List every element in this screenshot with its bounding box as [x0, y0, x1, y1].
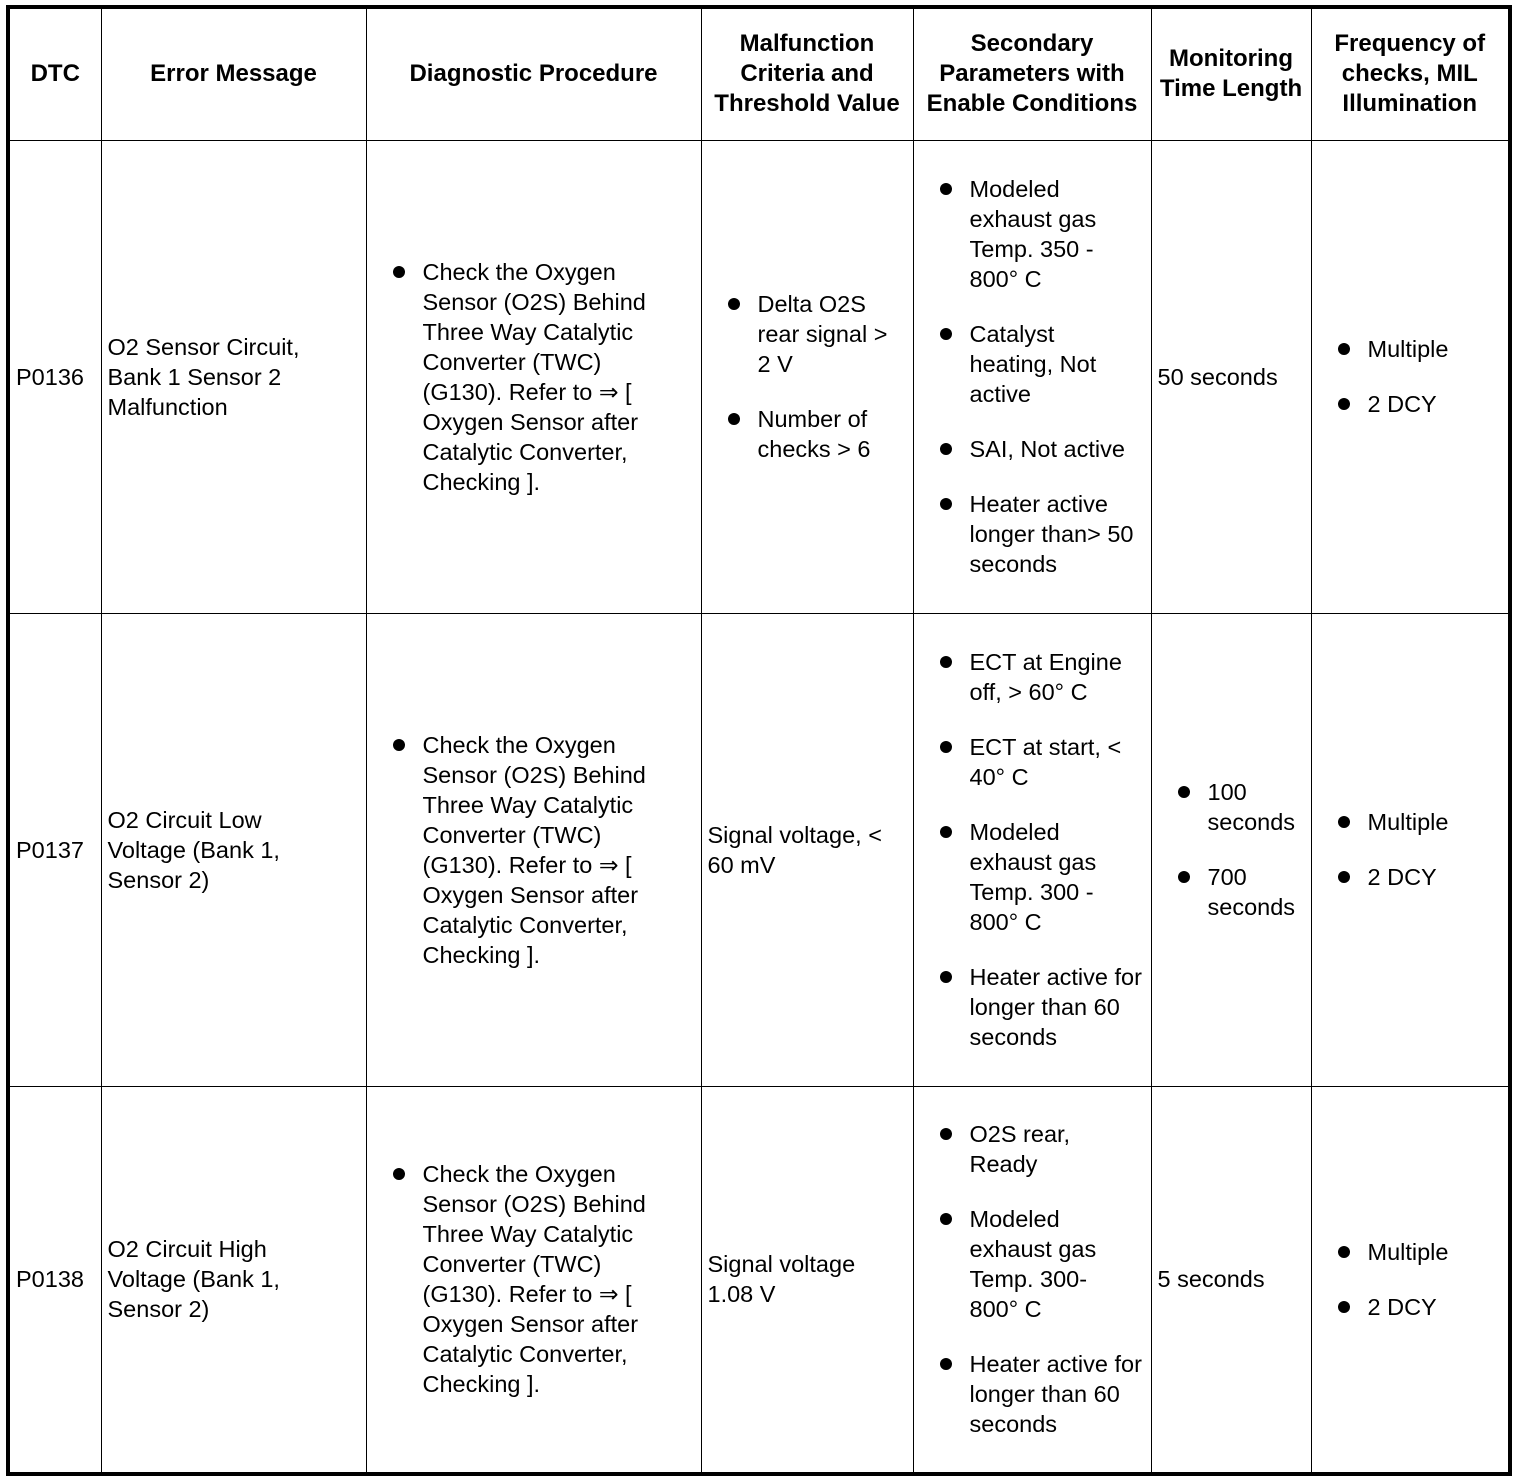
error-message: O2 Circuit High Voltage (Bank 1, Sensor 2) — [101, 1086, 366, 1474]
header-row — [8, 7, 1510, 140]
header-criteria: Malfunction Criteria and Threshold Value — [701, 7, 913, 140]
secondary-bullet: O2S rear, Ready — [914, 1119, 1151, 1179]
secondary-bullet: Heater active longer than> 50 seconds — [914, 489, 1151, 579]
criteria-text: Signal voltage 1.08 V — [701, 1086, 913, 1474]
time-bullet: 100 seconds — [1152, 777, 1311, 837]
secondary-bullet: Modeled exhaust gas Temp. 300 - 800° C — [914, 817, 1151, 937]
frequency-list — [1312, 1237, 1509, 1322]
dtc-code: P0137 — [8, 613, 101, 1086]
criteria-text: Signal voltage, < 60 mV — [701, 613, 913, 1086]
frequency-bullet: 2 DCY — [1312, 862, 1509, 892]
procedure-bullet: Check the Oxygen Sensor (O2S) Behind Three Way Catalytic Converter (TWC) (G130). Refer to ⇒ [ Oxygen Sensor after Catalytic Converter, Checking ]. — [367, 257, 701, 497]
criteria-bullet: Delta O2S rear signal > 2 V — [702, 289, 913, 379]
time-bullet: 700 seconds — [1152, 862, 1311, 922]
procedure-list — [367, 1159, 701, 1399]
frequency-list — [1312, 334, 1509, 419]
header-dtc: DTC — [8, 7, 101, 140]
secondary-cell — [913, 140, 1151, 613]
dtc-code: P0136 — [8, 140, 101, 613]
procedure-list — [367, 257, 701, 497]
frequency-bullet: Multiple — [1312, 807, 1509, 837]
table-row — [8, 140, 1510, 613]
criteria-bullet: Number of checks > 6 — [702, 404, 913, 464]
frequency-cell — [1311, 1086, 1510, 1474]
header-time: Monitoring Time Length — [1151, 7, 1311, 140]
criteria-list — [702, 289, 913, 464]
procedure-bullet: Check the Oxygen Sensor (O2S) Behind Three Way Catalytic Converter (TWC) (G130). Refer to ⇒ [ Oxygen Sensor after Catalytic Converter, Checking ]. — [367, 1159, 701, 1399]
procedure-cell — [366, 613, 701, 1086]
procedure-cell — [366, 140, 701, 613]
procedure-list — [367, 730, 701, 970]
secondary-bullet: Modeled exhaust gas Temp. 350 - 800° C — [914, 174, 1151, 294]
secondary-cell — [913, 1086, 1151, 1474]
secondary-bullet: Heater active for longer than 60 seconds — [914, 962, 1151, 1052]
table-row — [8, 1086, 1510, 1474]
monitoring-time: 50 seconds — [1151, 140, 1311, 613]
secondary-cell — [913, 613, 1151, 1086]
procedure-cell — [366, 1086, 701, 1474]
header-secondary: Secondary Parameters with Enable Conditions — [913, 7, 1151, 140]
dtc-table — [6, 5, 1512, 1476]
frequency-bullet: Multiple — [1312, 1237, 1509, 1267]
secondary-bullet: Modeled exhaust gas Temp. 300-800° C — [914, 1204, 1151, 1324]
frequency-bullet: 2 DCY — [1312, 1292, 1509, 1322]
secondary-bullet: SAI, Not active — [914, 434, 1151, 464]
procedure-bullet: Check the Oxygen Sensor (O2S) Behind Three Way Catalytic Converter (TWC) (G130). Refer to ⇒ [ Oxygen Sensor after Catalytic Converter, Checking ]. — [367, 730, 701, 970]
frequency-bullet: 2 DCY — [1312, 389, 1509, 419]
time-list — [1152, 777, 1311, 922]
frequency-cell — [1311, 613, 1510, 1086]
frequency-list — [1312, 807, 1509, 892]
error-message: O2 Sensor Circuit, Bank 1 Sensor 2 Malfunction — [101, 140, 366, 613]
secondary-list — [914, 647, 1151, 1052]
monitoring-time: 5 seconds — [1151, 1086, 1311, 1474]
table-row — [8, 613, 1510, 1086]
secondary-bullet: Heater active for longer than 60 seconds — [914, 1349, 1151, 1439]
secondary-list — [914, 174, 1151, 579]
secondary-bullet: ECT at Engine off, > 60° C — [914, 647, 1151, 707]
criteria-cell — [701, 140, 913, 613]
dtc-code: P0138 — [8, 1086, 101, 1474]
header-error-message: Error Message — [101, 7, 366, 140]
monitoring-time-cell — [1151, 613, 1311, 1086]
error-message: O2 Circuit Low Voltage (Bank 1, Sensor 2) — [101, 613, 366, 1086]
header-procedure: Diagnostic Procedure — [366, 7, 701, 140]
header-frequency: Frequency of checks, MIL Illumination — [1311, 7, 1510, 140]
frequency-bullet: Multiple — [1312, 334, 1509, 364]
secondary-bullet: Catalyst heating, Not active — [914, 319, 1151, 409]
frequency-cell — [1311, 140, 1510, 613]
secondary-bullet: ECT at start, < 40° C — [914, 732, 1151, 792]
secondary-list — [914, 1119, 1151, 1439]
